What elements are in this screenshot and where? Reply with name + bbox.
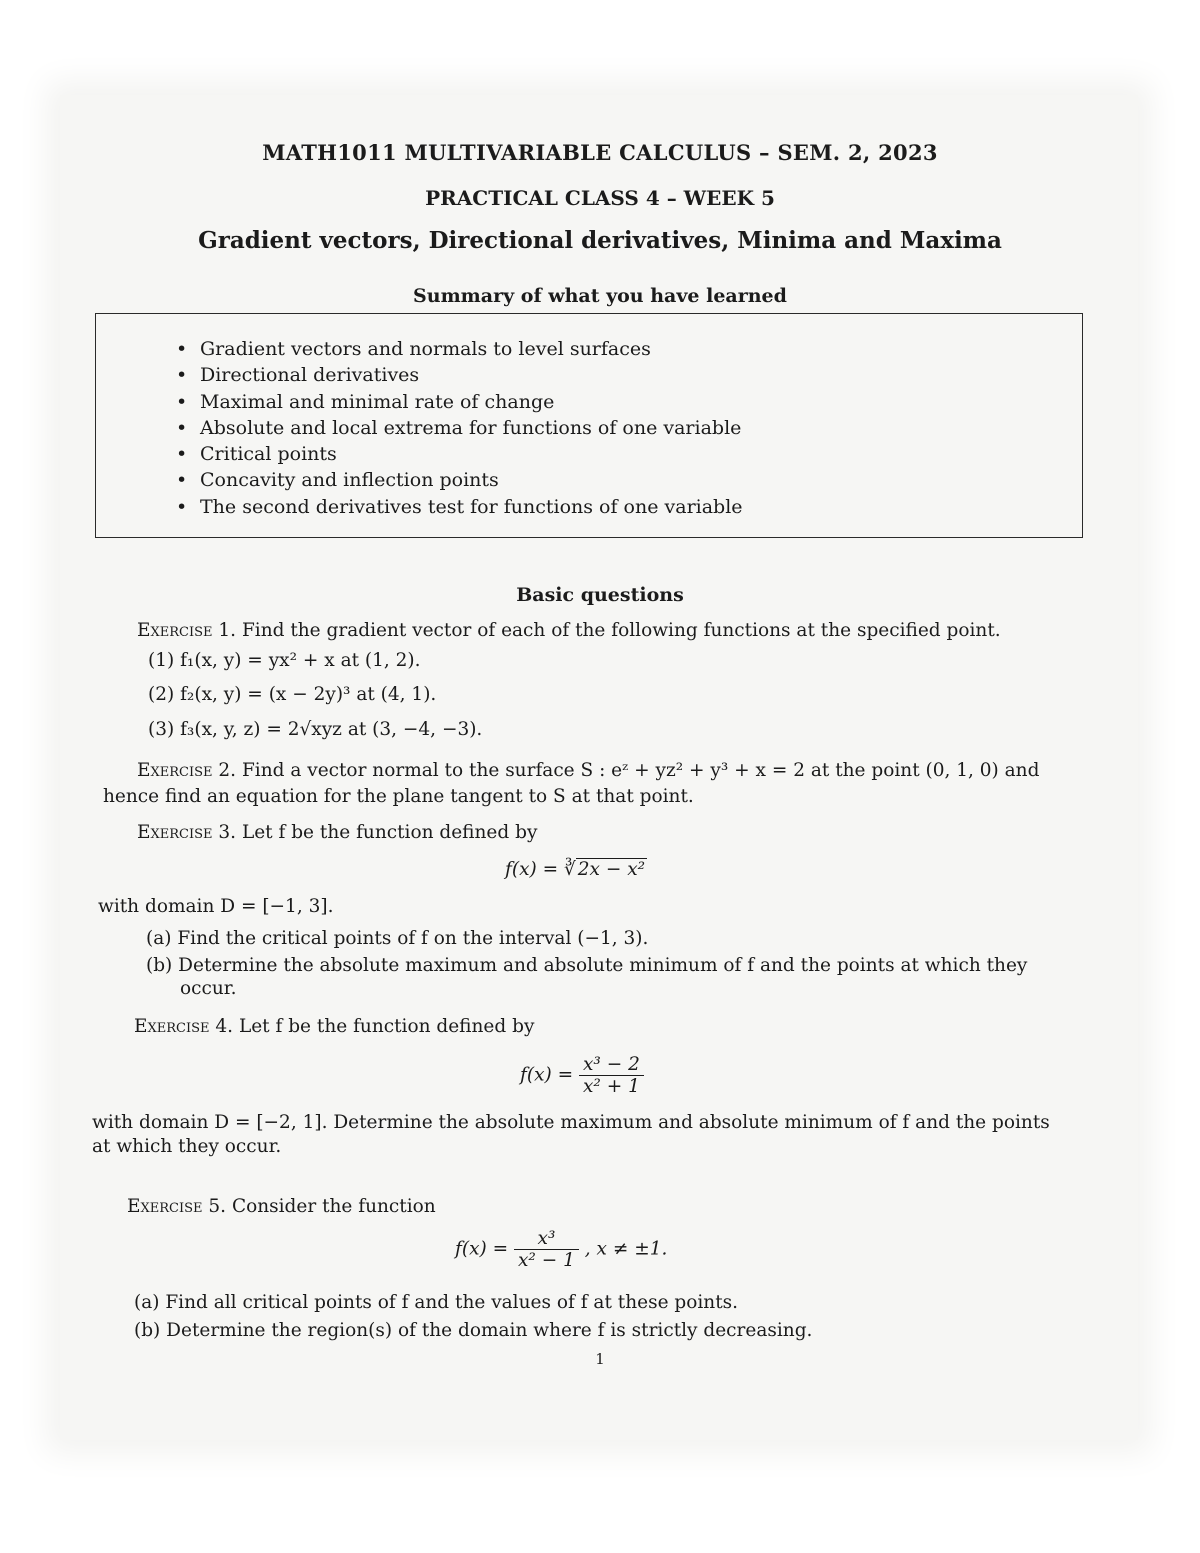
exercise-2-label: Exercise 2.: [137, 760, 237, 781]
summary-list: [176, 336, 743, 520]
exercise-1-part-1: (1) f₁(x, y) = yx² + x at (1, 2).: [148, 650, 421, 671]
bullet-icon: •: [176, 338, 188, 360]
exercise-3-radicand: 2x − x²: [577, 859, 646, 880]
exercise-5-condition: , x ≠ ±1.: [584, 1238, 668, 1260]
exercise-1-part-3: (3) f₃(x, y, z) = 2√xyz at (3, −4, −3).: [148, 719, 483, 740]
exercise-3-part-b: (b) Determine the absolute maximum and absolute minimum of f and the points at which they: [146, 955, 1028, 976]
summary-item: • Gradient vectors and normals to level surfaces: [176, 336, 743, 362]
exercise-5-prompt: Exercise 5. Consider the function: [127, 1196, 436, 1217]
exercise-2-line-2: hence find an equation for the plane tangent to S at that point.: [103, 786, 694, 807]
exercise-3-label: Exercise 3.: [137, 822, 237, 843]
section-title: Basic questions: [516, 584, 684, 606]
exercise-4-label: Exercise 4.: [134, 1016, 234, 1037]
bullet-icon: •: [176, 495, 188, 518]
bullet-icon: •: [176, 469, 188, 492]
bullet-icon: •: [176, 364, 188, 387]
summary-item: • The second derivatives test for functions of one variable: [176, 494, 743, 520]
exercise-3-formula: f(x) = ∛ 2x − x²: [505, 859, 646, 880]
exercise-1-label: Exercise 1.: [137, 620, 237, 641]
exercise-3-domain: with domain D = [−1, 3].: [98, 896, 334, 917]
exercise-4-fraction: $\frac{\text{x³ − 2}}{\text{x² + 1}}$: [579, 1054, 644, 1097]
summary-box: [95, 313, 1083, 538]
exercise-5-formula: f(x) = $\frac{\text{x³}}{\text{x² − 1}}$ , x ≠ ±1.: [455, 1228, 668, 1271]
topic-title: Gradient vectors, Directional derivatives, Minima and Maxima: [198, 227, 1002, 254]
summary-item: • Maximal and minimal rate of change: [176, 389, 743, 415]
summary-item: • Critical points: [176, 441, 743, 467]
exercise-4-prompt: Exercise 4. Let f be the function defined by: [134, 1016, 535, 1037]
exercise-5-part-a: (a) Find all critical points of f and the values of f at these points.: [134, 1292, 739, 1313]
bullet-icon: •: [176, 416, 188, 439]
exercise-5-label: Exercise 5.: [127, 1196, 227, 1217]
exercise-1-part-2: (2) f₂(x, y) = (x − 2y)³ at (4, 1).: [148, 684, 437, 705]
exercise-2-line-1: Exercise 2. Find a vector normal to the surface S : eᶻ + yz² + y³ + x = 2 at the point (0, 1, 0) and: [137, 760, 1040, 781]
exercise-4-line-1: with domain D = [−2, 1]. Determine the absolute maximum and absolute minimum of f and the points: [92, 1112, 1050, 1133]
exercise-4-line-2: at which they occur.: [92, 1136, 282, 1157]
course-title: MATH1011 MULTIVARIABLE CALCULUS – SEM. 2, 2023: [262, 140, 938, 165]
summary-title: Summary of what you have learned: [413, 285, 787, 307]
exercise-1-prompt: Exercise 1. Find the gradient vector of each of the following functions at the specified point.: [137, 620, 1001, 641]
summary-item: • Concavity and inflection points: [176, 467, 743, 493]
exercise-3-part-b-cont: occur.: [180, 978, 237, 999]
bullet-icon: •: [176, 443, 188, 466]
exercise-3-part-a: (a) Find the critical points of f on the interval (−1, 3).: [146, 928, 649, 949]
exercise-4-formula: f(x) = $\frac{\text{x³ − 2}}{\text{x² + 1}}$: [520, 1054, 644, 1097]
summary-item: • Absolute and local extrema for functions of one variable: [176, 415, 743, 441]
practical-title: PRACTICAL CLASS 4 – WEEK 5: [425, 186, 775, 210]
exercise-5-fraction: $\frac{\text{x³}}{\text{x² − 1}}$: [514, 1228, 579, 1271]
page-number: 1: [595, 1350, 605, 1368]
exercise-5-part-b: (b) Determine the region(s) of the domain where f is strictly decreasing.: [134, 1320, 813, 1341]
bullet-icon: •: [176, 390, 188, 413]
summary-item: • Directional derivatives: [176, 362, 743, 388]
exercise-3-prompt: Exercise 3. Let f be the function defined by: [137, 822, 538, 843]
